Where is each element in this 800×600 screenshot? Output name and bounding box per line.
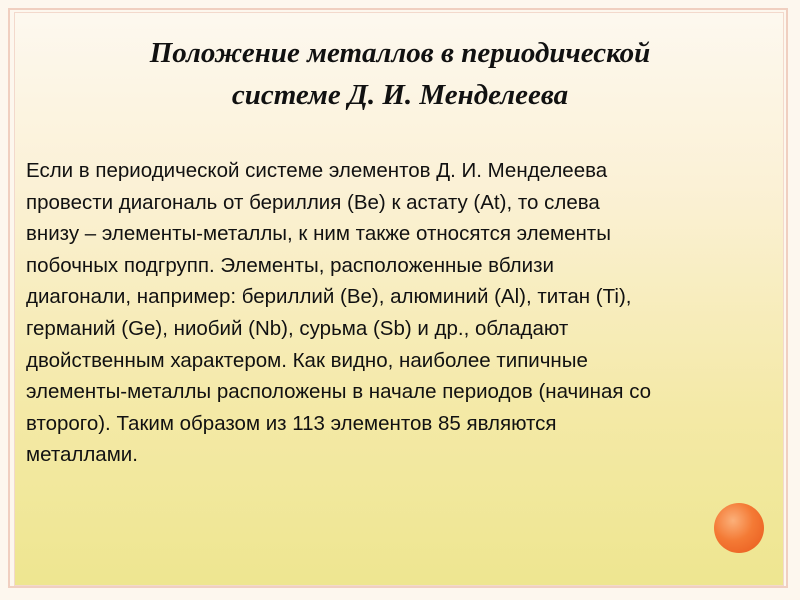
body-text-line: побочных подгрупп. Элементы, расположенные вблизи	[26, 253, 554, 277]
body-text-line: второго). Таким образом из 113 элементов 85 являются	[26, 411, 557, 435]
slide-title	[40, 32, 760, 116]
body-text-line: диагонали, например: бериллий (Be), алюминий (Al), титан (Ti),	[26, 285, 632, 309]
body-text-line: двойственным характером. Как видно, наиболее типичные	[26, 348, 588, 372]
body-text-line: Если в периодической системе элементов Д. И. Менделеева	[26, 159, 608, 182]
body-text-line: провести диагональ от бериллия (Be) к астату (At), то слева	[26, 190, 600, 214]
decorative-circle-icon	[714, 503, 764, 553]
body-text-line: металлами.	[26, 443, 138, 467]
slide-title-line: системе Д. И. Менделеева	[231, 79, 569, 111]
body-text-line: элементы-металлы расположены в начале периодов (начиная со	[26, 380, 652, 404]
body-text-line: внизу – элементы-металлы, к ним также относятся элементы	[26, 222, 611, 246]
slide-body-text	[26, 155, 786, 471]
slide-title-line: Положение металлов в периодической	[149, 37, 651, 69]
body-text-line: германий (Ge), ниобий (Nb), сурьма (Sb) и др., обладают	[26, 316, 569, 340]
